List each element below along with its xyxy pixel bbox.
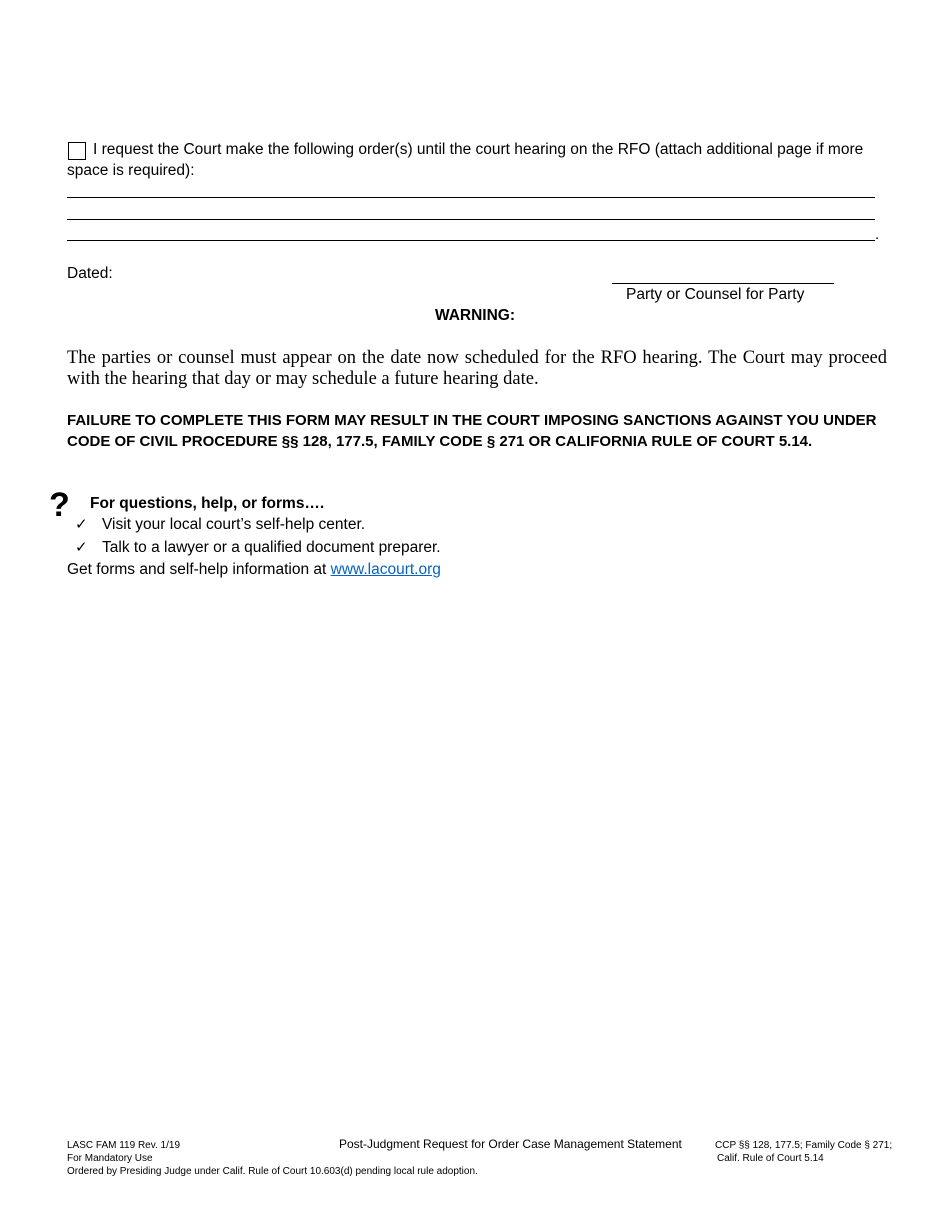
- forms-info-line: [67, 561, 441, 579]
- signature-label: Party or Counsel for Party: [626, 286, 805, 303]
- help-list-item: Talk to a lawyer or a qualified document preparer.: [102, 539, 441, 556]
- help-list-item: Visit your local court’s self-help center.: [102, 516, 366, 533]
- checkmark-icon: ✓: [75, 516, 88, 533]
- warning-heading: WARNING:: [434, 307, 516, 324]
- checkmark-icon: ✓: [75, 539, 88, 556]
- lacourt-link[interactable]: www.lacourt.org: [330, 561, 441, 578]
- help-heading: For questions, help, or forms….: [90, 495, 325, 512]
- signature-line[interactable]: [612, 283, 834, 284]
- forms-info-text: Get forms and self-help information at: [67, 561, 331, 578]
- citation-line-2: Calif. Rule of Court 5.14: [717, 1153, 824, 1164]
- order-fill-line[interactable]: [67, 219, 875, 220]
- order-fill-line[interactable]: [67, 240, 875, 241]
- dated-label: Dated:: [67, 265, 113, 282]
- mandatory-use-note: For Mandatory Use: [67, 1153, 153, 1164]
- question-mark-icon: ?: [49, 486, 70, 524]
- request-orders-text: I request the Court make the following order(s) until the court hearing on the RFO (attach additional page if more space is required):: [67, 141, 864, 179]
- citation-line-1: CCP §§ 128, 177.5; Family Code § 271;: [715, 1140, 893, 1151]
- warning-body: The parties or counsel must appear on the date now scheduled for the RFO hearing. The Court may proceed with the hearing that day or may schedule a future hearing date.: [67, 348, 887, 389]
- sanctions-notice: FAILURE TO COMPLETE THIS FORM MAY RESULT IN THE COURT IMPOSING SANCTIONS AGAINST YOU UNDER CODE OF CIVIL PROCEDURE §§ 128, 177.5, FAMILY CODE § 271 OR CALIFORNIA RULE OF COURT 5.14.: [67, 412, 877, 450]
- ordered-by-note: Ordered by Presiding Judge under Calif. Rule of Court 10.603(d) pending local rule adoption.: [67, 1166, 478, 1177]
- form-title: Post-Judgment Request for Order Case Management Statement: [339, 1137, 682, 1151]
- order-fill-line[interactable]: [67, 197, 875, 198]
- fill-line-period: .: [875, 226, 880, 243]
- form-number: LASC FAM 119 Rev. 1/19: [67, 1140, 181, 1151]
